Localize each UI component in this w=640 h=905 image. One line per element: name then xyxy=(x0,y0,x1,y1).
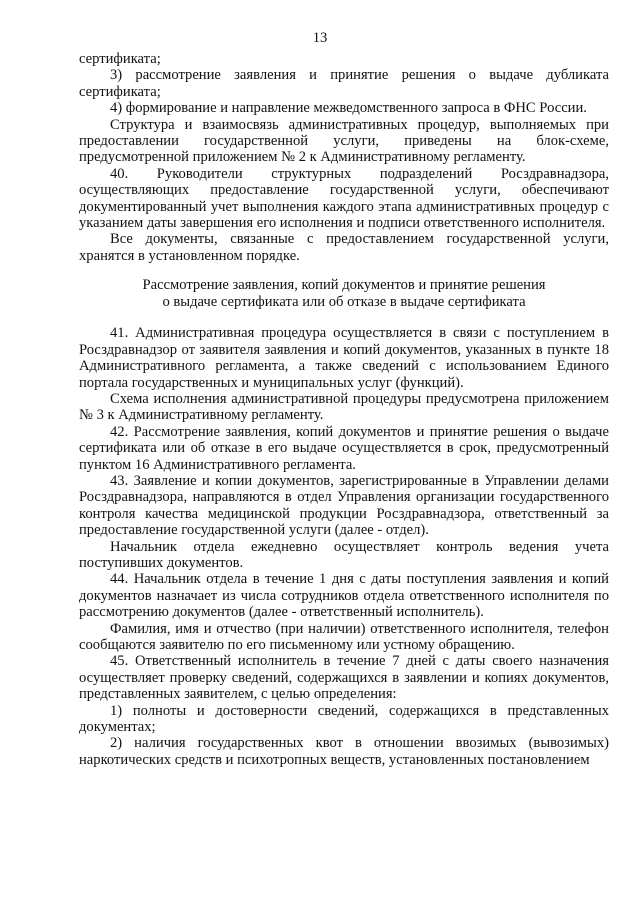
paragraph: Фамилия, имя и отчество (при наличии) ответственного исполнителя, телефон сообщаются заявителю по его письменному или устному обращению. xyxy=(79,620,609,653)
paragraph: 43. Заявление и копии документов, зарегистрированные в Управлении делами Росздравнадзора, направляются в отдел Управления организации государственного контроля качества медицинской продукции Росздравнадзора, ответственный за предоставление государственной услуги (далее - отдел). xyxy=(79,472,609,539)
paragraph: Схема исполнения административной процедуры предусмотрена приложением № 3 к Административному регламенту. xyxy=(79,390,609,424)
paragraph: 40. Руководители структурных подразделений Росздравнадзора, осуществляющих предоставление государственной услуги, обеспечивают документированный учет выполнения каждого этапа административных процедур с указанием даты завершения его исполнения и подписи ответственного исполнителя. xyxy=(79,165,609,232)
paragraph: Начальник отдела ежедневно осуществляет контроль ведения учета поступивших документов. xyxy=(79,538,609,571)
section-heading-line: Рассмотрение заявления, копий документов и принятие решения xyxy=(142,277,546,294)
document-body xyxy=(79,51,609,768)
paragraph: 4) формирование и направление межведомственного запроса в ФНС России. xyxy=(110,100,587,117)
paragraph: 2) наличия государственных квот в отношении ввозимых (вывозимых) наркотических средств и психотропных веществ, установленных постановлением xyxy=(79,735,609,768)
paragraph: 41. Административная процедура осуществляется в связи с поступлением в Росздравнадзор от заявителя заявления и копий документов, указанных в пункте 18 Административного регламента, а также сведений с использованием Единого портала государственных и муниципальных услуг (функций). xyxy=(79,325,609,391)
paragraph: 1) полноты и достоверности сведений, содержащихся в представленных документах; xyxy=(79,702,609,736)
paragraph: Структура и взаимосвязь административных процедур, выполняемых при предоставлении государственной услуги, приведены на блок-схеме, предусмотренной приложением № 2 к Административному регламенту. xyxy=(79,116,609,166)
paragraph: 44. Начальник отдела в течение 1 дня с даты поступления заявления и копий документов назначает из числа сотрудников отдела ответственного исполнителя по рассмотрению документов (далее - ответственный исполнитель). xyxy=(79,571,609,621)
section-heading-line: о выдаче сертификата или об отказе в выдаче сертификата xyxy=(162,294,526,311)
paragraph: сертификата; xyxy=(79,51,161,67)
paragraph: 42. Рассмотрение заявления, копий документов и принятие решения о выдаче сертификата или об отказе в его выдаче осуществляется в срок, предусмотренный пунктом 16 Административного регламента. xyxy=(79,423,609,473)
paragraph: 3) рассмотрение заявления и принятие решения о выдаче дубликата сертификата; xyxy=(79,67,609,100)
section-heading xyxy=(79,277,609,311)
paragraph: Все документы, связанные с предоставлением государственной услуги, хранятся в установленном порядке. xyxy=(79,231,609,264)
paragraph: 45. Ответственный исполнитель в течение 7 дней с даты своего назначения осуществляет проверку сведений, содержащихся в заявлении и копиях документов, представленных заявителем, с целью определения: xyxy=(79,653,609,703)
page-number: 13 xyxy=(312,30,328,46)
